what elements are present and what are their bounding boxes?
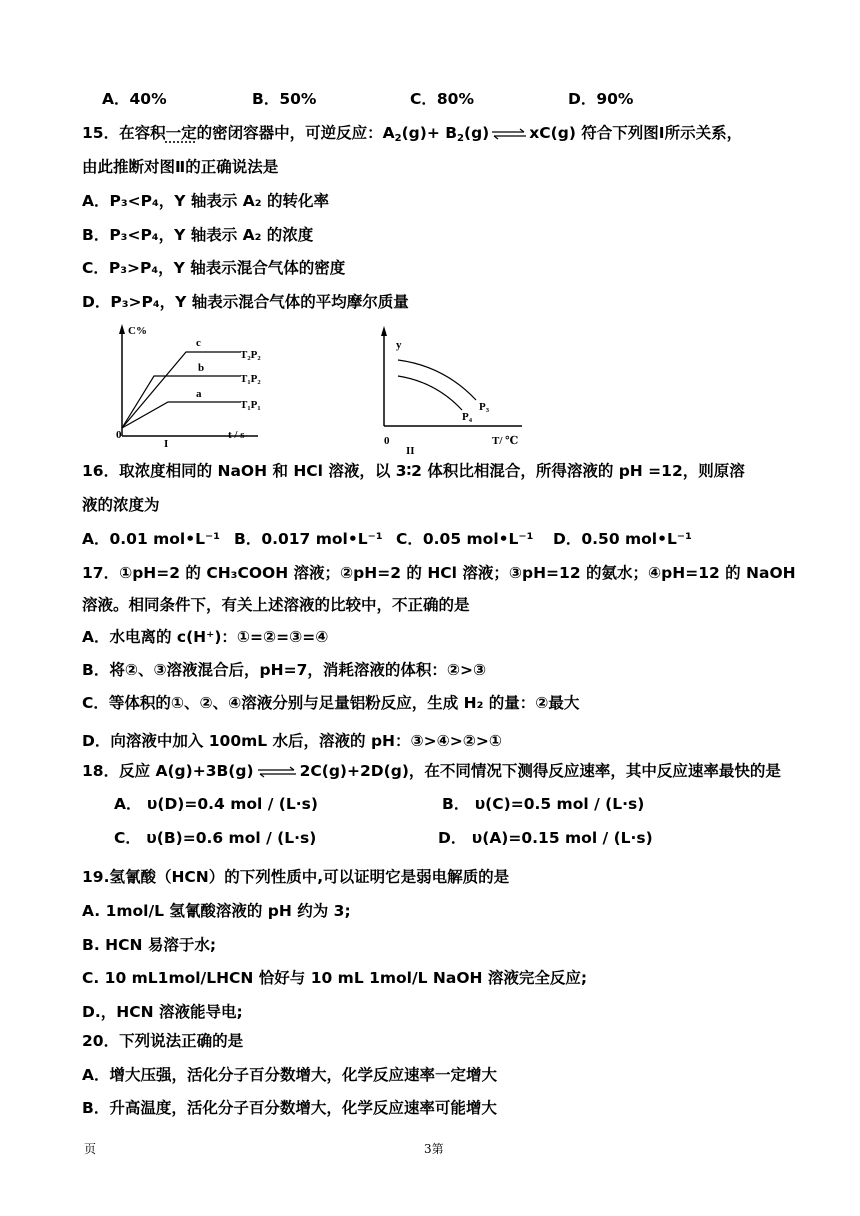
q19-option-a: A. 1mol/L 氢氰酸溶液的 pH 约为 3; <box>82 902 351 920</box>
q15-stem: 15．在容积一定的密闭容器中，可逆反应：$A_2(g)+ B_2(g)$ xC(g) 符合下列图Ⅰ所示关系， <box>82 124 743 144</box>
reversible-arrow-icon <box>490 128 528 140</box>
q19-stem: 19.氢氰酸（HCN）的下列性质中,可以证明它是弱电解质的是 <box>82 868 510 886</box>
q20-stem: 20．下列说法正确的是 <box>82 1032 244 1050</box>
q14-option-d: D．90% <box>568 90 634 108</box>
t2p2-label: T₂P₂ <box>240 349 261 361</box>
q17-option-a: A．水电离的 c(H⁺)：①=②=③=④ <box>82 628 329 646</box>
q16-stem: 16．取浓度相同的 NaOH 和 HCl 溶液，以 3∶2 体积比相混合，所得溶液的 pH =12，则原溶 <box>82 462 745 480</box>
t1p2-label: T₁P₂ <box>240 373 261 385</box>
q14-option-b: B．50% <box>252 90 317 108</box>
p3-label: P₃ <box>479 401 490 413</box>
p4-label: P₄ <box>462 411 473 423</box>
q19-option-d: D.，HCN 溶液能导电; <box>82 1003 243 1021</box>
footer-page-number: 3第 <box>424 1142 444 1156</box>
figure-2-x-label: T/ ℃ <box>492 435 519 447</box>
q18-option-a: A． υ(D)=0.4 mol / (L·s) <box>114 795 318 813</box>
q16-option-d: D．0.50 mol•L⁻¹ <box>553 530 692 548</box>
figure-1-graph <box>108 318 278 453</box>
q20-option-a: A．增大压强，活化分子百分数增大，化学反应速率一定增大 <box>82 1066 497 1084</box>
q19-option-c: C. 10 mL1mol/LHCN 恰好与 10 mL 1mol/L NaOH 溶液完全反应; <box>82 969 588 987</box>
q18-option-d: D． υ(A)=0.15 mol / (L·s) <box>438 829 653 847</box>
q15-option-d: D．P₃>P₄，Y 轴表示混合气体的平均摩尔质量 <box>82 293 409 311</box>
q14-option-c: C．80% <box>410 90 474 108</box>
figure-1-origin: 0 <box>116 429 122 441</box>
figure-2-origin: 0 <box>384 435 390 447</box>
curve-b-label: b <box>198 362 205 374</box>
q16-option-a: A．0.01 mol•L⁻¹ <box>82 530 221 548</box>
q17-option-d: D．向溶液中加入 100mL 水后，溶液的 pH：③>④>②>① <box>82 732 502 750</box>
q19-option-b: B. HCN 易溶于水; <box>82 936 217 954</box>
q20-option-b: B．升高温度，活化分子百分数增大，化学反应速率可能增大 <box>82 1099 497 1117</box>
reversible-arrow-icon <box>256 766 298 778</box>
q14-option-a: A．40% <box>102 90 167 108</box>
figure-1-caption: I <box>164 438 169 450</box>
footer-left: 页 <box>84 1142 97 1156</box>
t1p1-label: T₁P₁ <box>240 399 261 411</box>
curve-a <box>122 402 240 428</box>
figure-2-y-label: y <box>396 339 402 351</box>
figure-2-caption: II <box>406 445 415 457</box>
q17-option-b: B．将②、③溶液混合后，pH=7，消耗溶液的体积：②>③ <box>82 661 487 679</box>
curve-p3 <box>398 360 476 400</box>
q15-option-a: A．P₃<P₄，Y 轴表示 A₂ 的转化率 <box>82 192 329 210</box>
curve-c <box>122 352 240 428</box>
curve-a-label: a <box>196 388 202 400</box>
q16-option-b: B．0.017 mol•L⁻¹ <box>234 530 383 548</box>
q15-stem-line2: 由此推断对图Ⅱ的正确说法是 <box>82 158 279 176</box>
q15-option-b: B．P₃<P₄，Y 轴表示 A₂ 的浓度 <box>82 226 314 244</box>
figure-2-graph <box>372 322 542 457</box>
q17-stem: 17．①pH=2 的 CH₃COOH 溶液；②pH=2 的 HCl 溶液；③pH=12 的氨水；④pH=12 的 NaOH <box>82 564 796 582</box>
figure-1-y-label: C% <box>128 325 147 337</box>
q17-option-c: C．等体积的①、②、④溶液分别与足量铝粉反应，生成 H₂ 的量：②最大 <box>82 694 580 712</box>
q18-option-c: C． υ(B)=0.6 mol / (L·s) <box>114 829 317 847</box>
q16-stem-line2: 液的浓度为 <box>82 496 160 514</box>
q18-option-b: B． υ(C)=0.5 mol / (L·s) <box>442 795 645 813</box>
curve-c-label: c <box>196 337 201 349</box>
q15-option-c: C．P₃>P₄，Y 轴表示混合气体的密度 <box>82 259 346 277</box>
q18-stem: 18．反应 A(g)+3B(g) 2C(g)+2D(g)，在不同情况下测得反应速率，其中反应速率最快的是 <box>82 762 781 780</box>
curve-p4 <box>398 376 462 410</box>
q17-stem-line2: 溶液。相同条件下，有关上述溶液的比较中，不正确的是 <box>82 596 470 614</box>
q16-option-c: C．0.05 mol•L⁻¹ <box>396 530 534 548</box>
figure-1-x-label: t / s <box>228 429 245 441</box>
